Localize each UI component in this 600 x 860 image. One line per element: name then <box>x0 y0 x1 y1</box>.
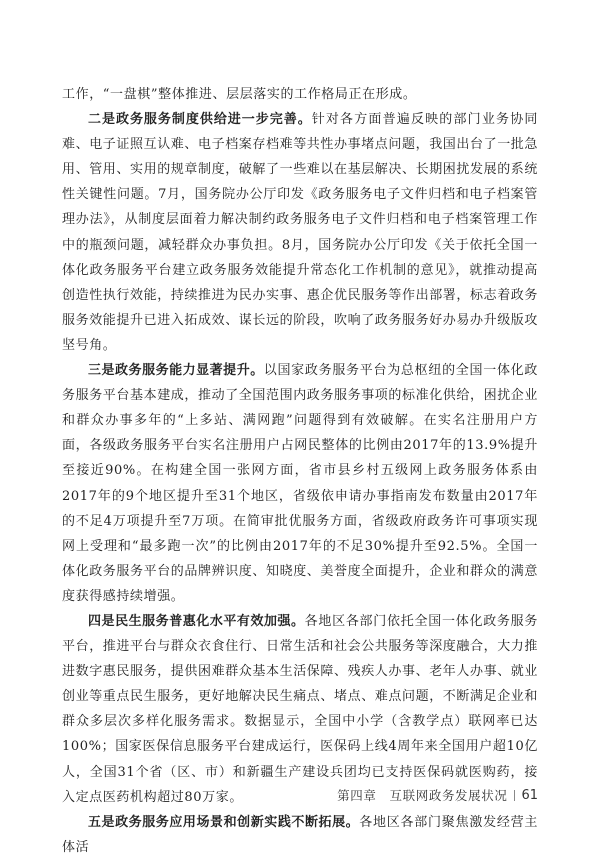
paragraph-institutional-supply <box>62 107 538 358</box>
body-text <box>62 82 538 860</box>
paragraph-text: 各地区各部门依托全国一体化政务服务平台，推进平台与群众衣食住行、日常生活和社会公共服务等深度融合，大力推进数字惠民服务，提供困难群众基本生活保障、残疾人办事、老年人办事、就业创业等重点民生服务，更好地解决民生痛点、堵点、难点问题，不断满足企业和群众多层次多样化服务需求。数据显示，全国中小学（含教学点）联网率已达100%；国家医保信息服务平台建成运行，医保码上线4周年来全国用户超10亿人，全国31个省（区、市）和新疆生产建设兵团均已支持医保码就医购药，接入定点医药机构超过80万家。 <box>62 613 539 805</box>
paragraph-lead: 五是政务服务应用场景和创新实践不断拓展。 <box>88 814 360 830</box>
paragraph-text: 工作，“一盘棋”整体推进、层层落实的工作格局正在形成。 <box>62 87 417 102</box>
paragraph-text: 各地区各部门聚焦激发经营主体活 <box>62 814 538 855</box>
paragraph-service-capability <box>62 358 538 609</box>
paragraph-text: 针对各方面普遍反映的部门业务协同难、电子证照互认难、电子档案存档难等共性办事堵点问题，我国出台了一批急用、管用、实用的规章制度，破解了一些难以在基层解决、长期困扰发展的系统性关键性问题。7月，国务院办公厅印发《政务服务电子文件归档和电子档案管理办法》，从制度层面着力解决制约政务服务电子文件归档和电子档案管理工作中的瓶颈问题，减轻群众办事负担。8月，国务院办公厅印发《关于依托全国一体化政务服务平台建立政务服务效能提升常态化工作机制的意见》，就推动提高创造性执行效能，持续推进为民办实事、惠企优民服务等作出部署，标志着政务服务效能提升已进入拓成效、谋长远的阶段，吹响了政务服务好办易办升级版攻坚号角。 <box>62 112 539 353</box>
page-footer <box>337 786 538 804</box>
chapter-title: 第四章 互联网政务发展状况 <box>337 788 508 803</box>
paragraph-lead: 三是政务服务能力显著提升。 <box>88 363 264 379</box>
paragraph-application-scenarios <box>62 810 538 860</box>
page-number: 61 <box>521 787 538 803</box>
paragraph-lead: 二是政务服务制度供给进一步完善。 <box>88 112 312 128</box>
paragraph-livelihood-services <box>62 609 538 810</box>
footer-divider <box>514 790 515 801</box>
paragraph-continuation <box>62 82 538 107</box>
paragraph-lead: 四是民生服务普惠化水平有效加强。 <box>88 613 305 629</box>
paragraph-text: 以国家政务服务平台为总枢纽的全国一体化政务服务平台基本建成，推动了全国范围内政务服务事项的标准化供给，困扰企业和群众办事多年的“上多站、满网跑”问题得到有效破解。在实名注册用户方面，各级政务服务平台实名注册用户占网民整体的比例由2017年的13.9%提升至接近90%。在构建全国一张网方面，省市县乡村五级网上政务服务体系由2017年的9个地区提升至31个地区，省级依申请办事指南发布数量由2017年的不足4万项提升至7万项。在简审批优服务方面，省级政府政务许可事项实现网上受理和“最多跑一次”的比例由2017年的不足30%提升至92.5%。全国一体化政务服务平台的品牌辨识度、知晓度、美誉度全面提升，企业和群众的满意度获得感持续增强。 <box>62 363 539 604</box>
